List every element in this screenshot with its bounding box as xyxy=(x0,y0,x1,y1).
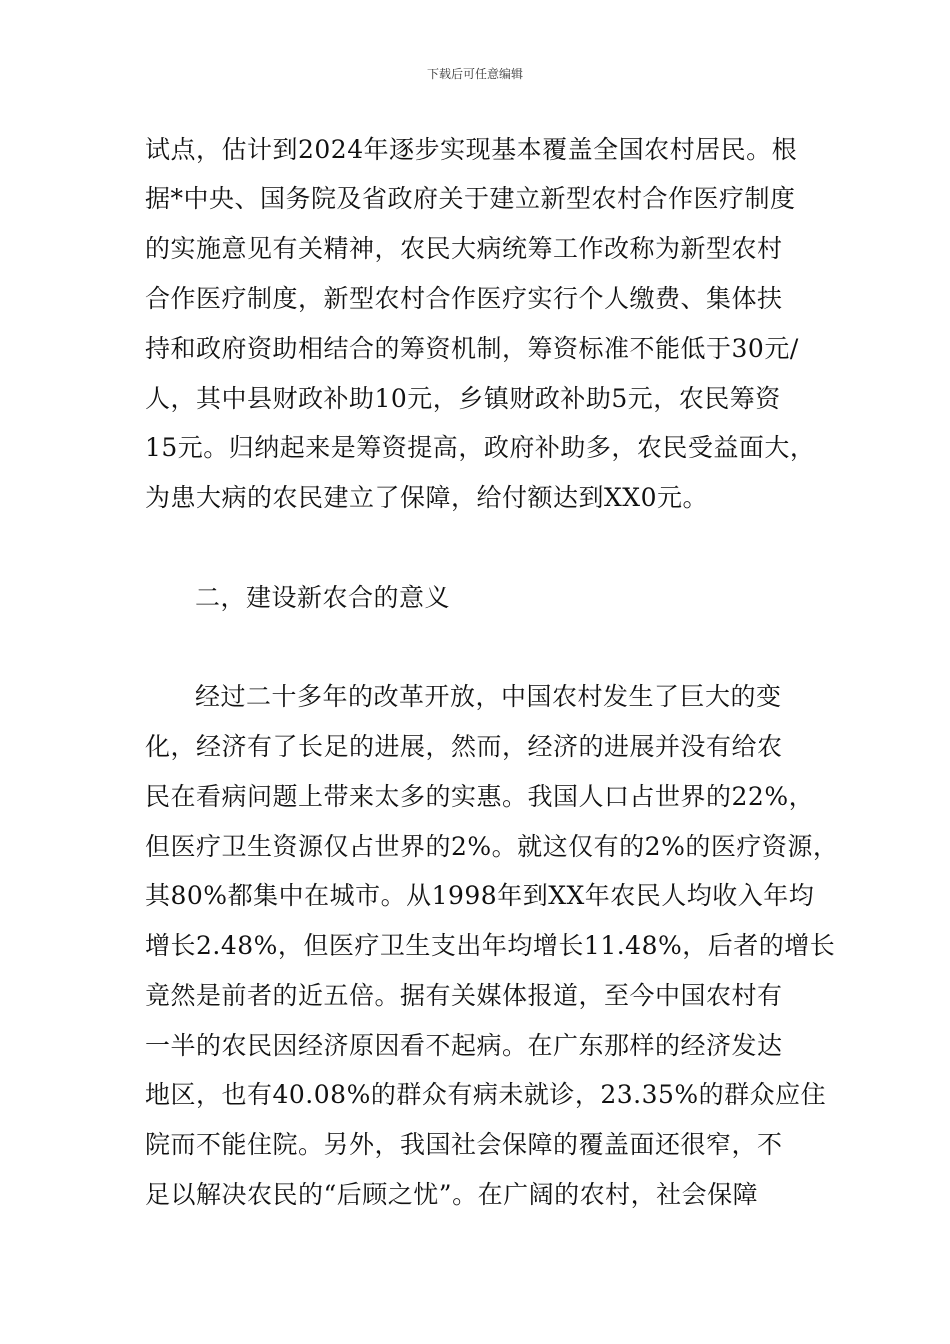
text-line: 增长2.48%，但医疗卫生支出年均增长11.48%，后者的增长 xyxy=(145,931,836,960)
text-line: 地区，也有40.08%的群众有病未就诊，23.35%的群众应住 xyxy=(145,1080,827,1109)
text-line: 据*中央、国务院及省政府关于建立新型农村合作医疗制度 xyxy=(145,184,796,213)
text-line: 其80%都集中在城市。从1998年到XX年农民人均收入年均 xyxy=(145,881,815,910)
text-line: 民在看病问题上带来太多的实惠。我国人口占世界的22%， xyxy=(145,782,815,811)
section-heading-text: 二，建设新农合的意义 xyxy=(195,583,451,612)
text-line: 试点，估计到2024年逐步实现基本覆盖全国农村居民。根 xyxy=(145,135,798,164)
text-line: 15元。归纳起来是筹资提高，政府补助多，农民受益面大， xyxy=(145,433,816,462)
text-line: 但医疗卫生资源仅占世界的2%。就这仅有的2%的医疗资源， xyxy=(145,832,839,861)
text-line: 化，经济有了长足的进展，然而，经济的进展并没有给农 xyxy=(145,732,783,761)
text-line: 人，其中县财政补助10元，乡镇财政补助5元，农民筹资 xyxy=(145,384,781,413)
text-line: 经过二十多年的改革开放，中国农村发生了巨大的变 xyxy=(195,682,782,711)
page-header: 下载后可任意编辑 xyxy=(426,67,523,81)
text-line: 持和政府资助相结合的筹资机制，筹资标准不能低于30元/ xyxy=(145,334,799,363)
text-line: 院而不能住院。另外，我国社会保障的覆盖面还很窄，不 xyxy=(145,1130,783,1159)
text-line: 为患大病的农民建立了保障，给付额达到XX0元。 xyxy=(145,483,709,512)
text-line: 足以解决农民的“后顾之忧”。在广阔的农村，社会保障 xyxy=(145,1180,759,1209)
text-line: 的实施意见有关精神，农民大病统筹工作改称为新型农村 xyxy=(145,234,783,263)
text-line: 合作医疗制度，新型农村合作医疗实行个人缴费、集体扶 xyxy=(145,284,783,313)
text-line: 竟然是前者的近五倍。据有关媒体报道，至今中国农村有 xyxy=(145,981,783,1010)
text-line: 一半的农民因经济原因看不起病。在广东那样的经济发达 xyxy=(145,1031,783,1060)
